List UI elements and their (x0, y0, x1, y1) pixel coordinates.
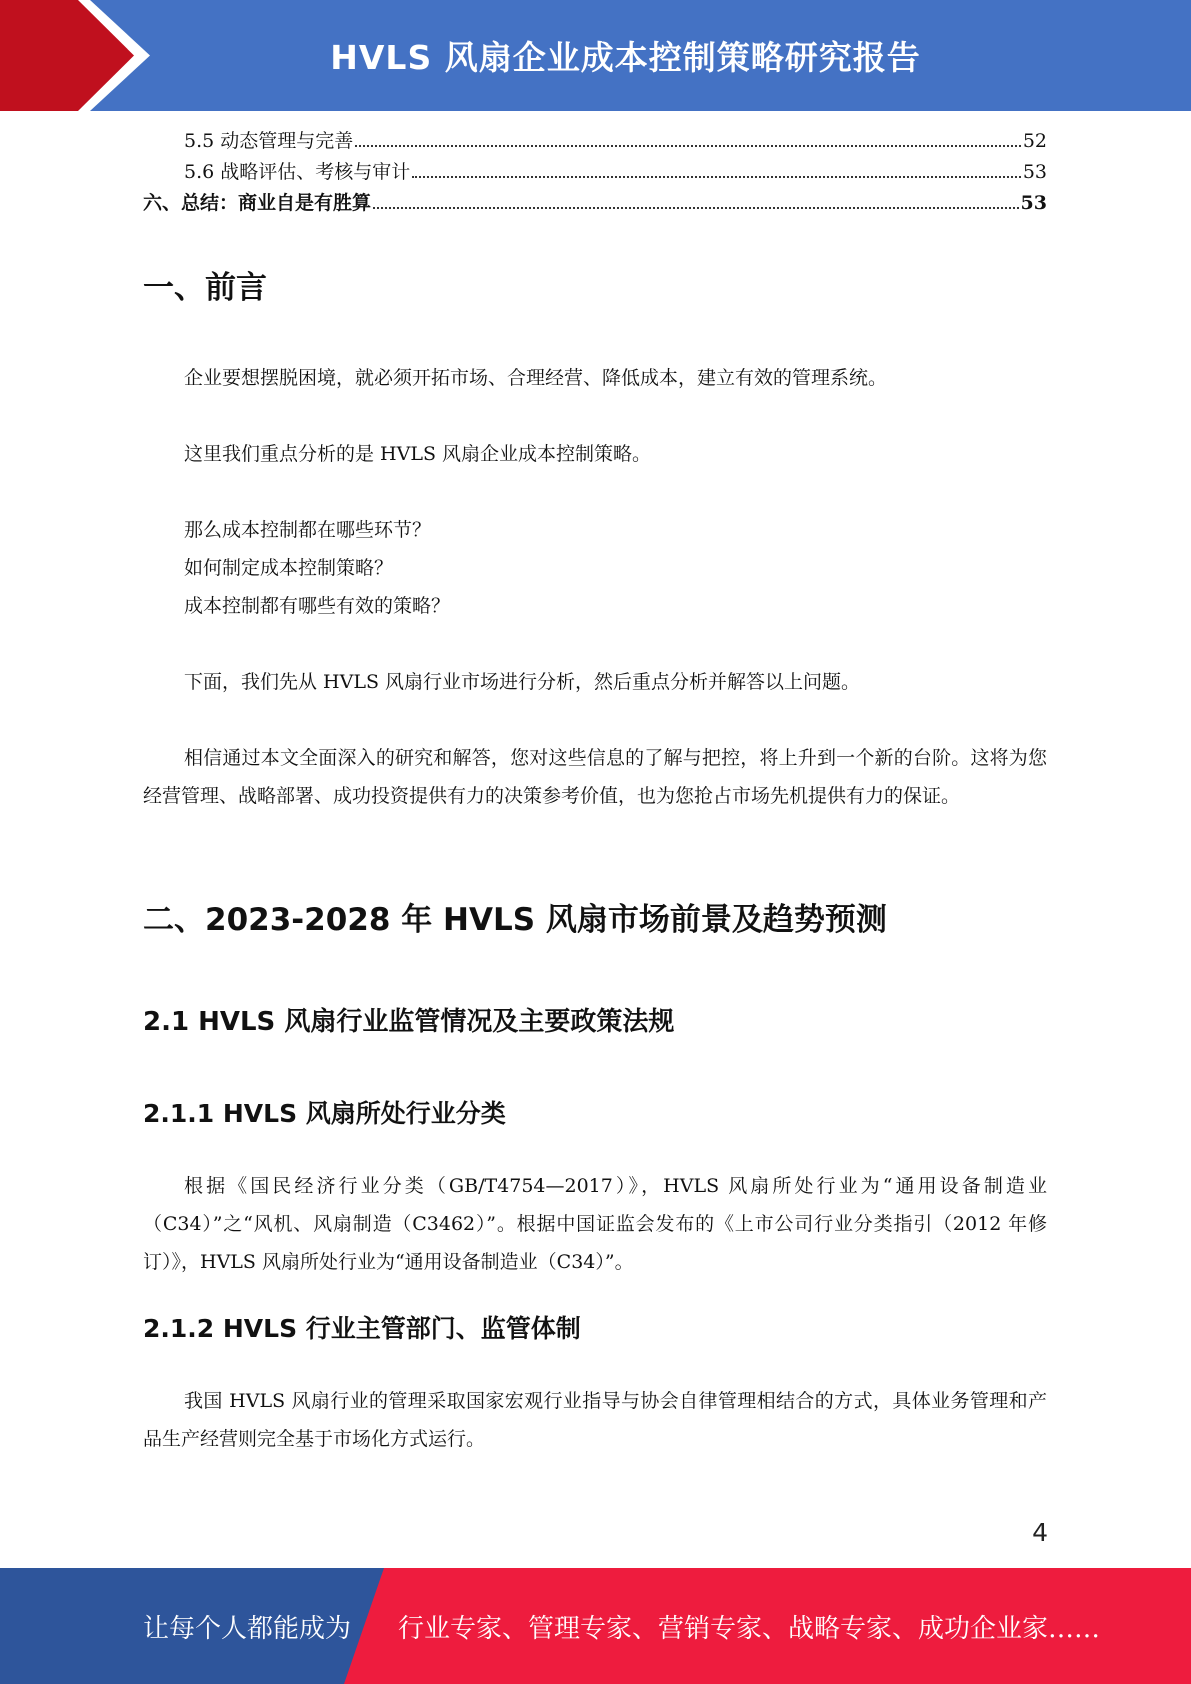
question-line: 成本控制都有哪些有效的策略？ (184, 595, 451, 617)
toc-entry-page: 52 (1022, 130, 1047, 152)
paragraph: 这里我们重点分析的是 HVLS 风扇企业成本控制策略。 (184, 443, 652, 465)
footer-slogan-left: 让每个人都能成为 (143, 1613, 352, 1644)
toc-entry[interactable] (143, 188, 1047, 219)
page-number: 4 (1032, 1518, 1048, 1547)
section-heading-preface: 一、前言 (143, 270, 267, 306)
toc-entry[interactable] (143, 157, 1047, 188)
toc-entry-page: 53 (1020, 192, 1047, 214)
toc-entry[interactable] (143, 126, 1047, 157)
toc-leader-dots (412, 176, 1021, 178)
question-line: 那么成本控制都在哪些环节？ (184, 519, 432, 541)
subsection-heading: 2.1.2 HVLS 行业主管部门、监管体制 (143, 1314, 581, 1343)
subsection-heading: 2.1 HVLS 风扇行业监管情况及主要政策法规 (143, 1007, 675, 1037)
toc-entry-page: 53 (1022, 161, 1047, 183)
toc-entry-label: 5.5 动态管理与完善 (184, 130, 354, 152)
toc-leader-dots (355, 145, 1021, 147)
paragraph: 下面，我们先从 HVLS 风扇行业市场进行分析，然后重点分析并解答以上问题。 (184, 671, 861, 693)
paragraph: 我国 HVLS 风扇行业的管理采取国家宏观行业指导与协会自律管理相结合的方式，具体业务管理和产品生产经营则完全基于市场化方式运行。 (143, 1390, 1047, 1450)
section-heading-forecast: 二、2023-2028 年 HVLS 风扇市场前景及趋势预测 (143, 902, 887, 938)
subsection-heading: 2.1.1 HVLS 风扇所处行业分类 (143, 1099, 506, 1128)
footer-slogan-right: 行业专家、管理专家、营销专家、战略专家、成功企业家…… (398, 1613, 1101, 1644)
toc-entry-label: 六、总结：商业自是有胜算 (143, 192, 372, 214)
toc-leader-dots (373, 207, 1019, 209)
report-title: HVLS 风扇企业成本控制策略研究报告 (330, 38, 921, 77)
paragraph: 相信通过本文全面深入的研究和解答，您对这些信息的了解与把控，将上升到一个新的台阶。这将为您经营管理、战略部署、成功投资提供有力的决策参考价值，也为您抢占市场先机提供有力的保证。 (143, 747, 1047, 807)
paragraph: 企业要想摆脱困境，就必须开拓市场、合理经营、降低成本，建立有效的管理系统。 (184, 367, 888, 389)
paragraph: 根据《国民经济行业分类（GB/T4754—2017）》，HVLS 风扇所处行业为“通用设备制造业（C34）”之“风机、风扇制造（C3462）”。根据中国证监会发布的《上市公司行业分类指引（2012 年修订）》，HVLS 风扇所处行业为“通用设备制造业（C34）”。 (143, 1175, 1047, 1273)
question-line: 如何制定成本控制策略？ (184, 557, 394, 579)
header-chevron-graphic (0, 0, 160, 111)
page-footer (0, 1568, 1191, 1684)
table-of-contents (143, 126, 1047, 219)
toc-entry-label: 5.6 战略评估、考核与审计 (184, 161, 411, 183)
page-header (0, 0, 1191, 111)
chevron-red-shape (0, 0, 134, 111)
